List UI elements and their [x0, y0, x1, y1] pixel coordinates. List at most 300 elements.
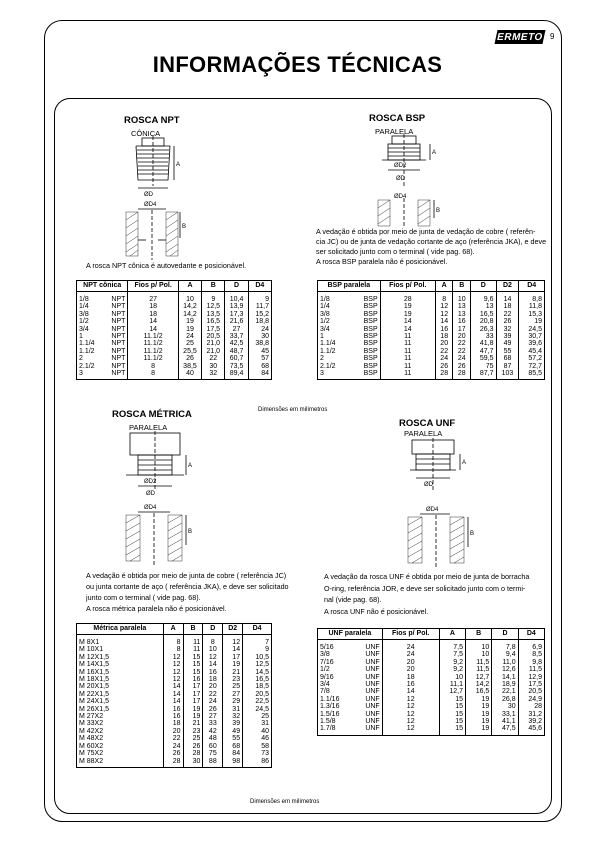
bsp-dim-d2: ØD2	[394, 163, 407, 169]
table-cell: 2	[318, 355, 351, 362]
table-cell: 68	[223, 743, 243, 750]
table-cell: 6,9	[518, 640, 544, 652]
table-cell: 59,5	[471, 355, 497, 362]
table-cell: 1.5/16	[318, 711, 354, 718]
table-cell: 16,5	[471, 311, 497, 318]
table-cell: NPT	[103, 363, 128, 370]
table-cell: 1	[318, 333, 351, 340]
unf-header-cell: D	[492, 629, 518, 640]
table-cell: 24	[248, 326, 271, 333]
table-cell: 9,6	[471, 292, 497, 304]
metrica-table-body	[77, 635, 272, 768]
table-cell: 1/8	[318, 292, 351, 304]
table-row	[318, 303, 545, 310]
table-cell: 19	[466, 725, 492, 735]
table-row	[77, 318, 272, 325]
table-cell: 24	[382, 640, 439, 652]
table-cell: 2.1/2	[77, 363, 104, 370]
table-cell: 27	[203, 713, 223, 720]
table-cell: BSP	[350, 326, 380, 333]
table-cell: 30,7	[519, 333, 545, 340]
table-cell: 19	[466, 718, 492, 725]
table-cell: 7,8	[492, 640, 518, 652]
table-cell: 89,4	[225, 370, 248, 380]
table-cell: 20	[203, 683, 223, 690]
table-cell: 19	[178, 326, 201, 333]
table-cell: 88	[203, 758, 223, 768]
metrica-dim-d: ØD	[146, 491, 155, 497]
table-row	[318, 370, 545, 380]
table-cell: 28	[435, 370, 453, 380]
table-cell: 17	[223, 654, 243, 661]
unf-note-line: O-ring, referência JOR, e deve ser solicitado junto com o termi-	[324, 583, 526, 593]
metrica-title: ROSCA MÉTRICA	[112, 409, 192, 420]
table-cell: 27	[128, 292, 178, 304]
npt-note: A rosca NPT cônica é autovedante e posicionável.	[86, 261, 247, 270]
table-cell: 39	[223, 720, 243, 727]
metrica-table	[76, 623, 272, 768]
table-cell: UNF	[354, 711, 383, 718]
table-cell: 15	[439, 725, 465, 735]
table-row	[77, 661, 272, 668]
table-cell: M 12X1,5	[77, 654, 164, 661]
table-cell: 84	[248, 370, 271, 380]
metrica-header-cell: A	[163, 624, 183, 635]
table-cell: 11	[380, 355, 435, 362]
table-cell: 33	[471, 333, 497, 340]
table-cell: 12	[382, 718, 439, 725]
table-cell: 1/8	[77, 292, 104, 304]
table-cell: 33	[203, 720, 223, 727]
table-cell: 58	[243, 743, 272, 750]
metrica-note-line: junto com o terminal ( vide pag. 68).	[86, 593, 201, 602]
table-cell: 11.1/2	[128, 355, 178, 362]
table-cell: 18,5	[243, 683, 272, 690]
table-cell: 3	[318, 370, 351, 380]
bsp-note-line: A vedação é obtida por meio de junta de vedação de cobre ( referên-	[316, 227, 536, 236]
table-cell: 10	[466, 640, 492, 652]
table-cell: 18	[435, 333, 453, 340]
table-cell: 13,9	[225, 303, 248, 310]
table-cell: 24,5	[519, 326, 545, 333]
table-cell: 30	[202, 363, 225, 370]
table-cell: M 22X1,5	[77, 691, 164, 698]
table-cell: 22,5	[243, 698, 272, 705]
table-cell: 18	[203, 676, 223, 683]
table-row	[318, 640, 545, 652]
table-cell: M 10X1	[77, 646, 164, 653]
table-cell: 39,2	[518, 718, 544, 725]
table-cell: 9/16	[318, 674, 354, 681]
table-cell: 55	[496, 348, 519, 355]
table-row	[77, 698, 272, 705]
table-row	[318, 696, 545, 703]
table-cell: UNF	[354, 666, 383, 673]
table-cell: 22,1	[492, 688, 518, 695]
npt-port-drawing	[118, 200, 188, 262]
table-cell: 85,5	[519, 370, 545, 380]
table-cell: 17,3	[225, 311, 248, 318]
table-cell: 33,7	[225, 333, 248, 340]
bsp-table-body	[318, 292, 545, 380]
table-cell: 19	[380, 303, 435, 310]
table-cell: BSP	[350, 348, 380, 355]
table-cell: 9	[202, 292, 225, 304]
metrica-header-cell: Métrica paralela	[77, 624, 164, 635]
table-cell: 25	[223, 683, 243, 690]
table-cell: 12	[163, 676, 183, 683]
metrica-dim-b: B	[188, 529, 193, 535]
table-cell: 103	[496, 370, 519, 380]
metrica-port-drawing	[120, 503, 200, 567]
table-cell: 1.1/2	[77, 348, 104, 355]
bsp-fitting-drawing	[372, 136, 442, 192]
table-cell: 1.5/8	[318, 718, 354, 725]
table-cell: 48	[203, 735, 223, 742]
table-cell: 7	[243, 635, 272, 647]
table-cell: 28	[453, 370, 471, 380]
table-row	[77, 676, 272, 683]
table-cell: 72,7	[519, 363, 545, 370]
table-row	[318, 340, 545, 347]
table-cell: 20	[382, 659, 439, 666]
table-cell: 19	[183, 713, 203, 720]
table-cell: NPT	[103, 292, 128, 304]
table-cell: 49	[496, 340, 519, 347]
table-cell: 11,7	[248, 303, 271, 310]
table-row	[318, 725, 545, 735]
table-row	[77, 646, 272, 653]
table-cell: 16	[163, 706, 183, 713]
table-cell: BSP	[350, 370, 380, 380]
table-cell: 24	[178, 333, 201, 340]
unf-note-line: A rosca UNF não é posicionável.	[324, 606, 429, 616]
unf-title: ROSCA UNF	[399, 418, 456, 429]
table-cell: 16	[453, 318, 471, 325]
table-cell: UNF	[354, 674, 383, 681]
metrica-header-cell: D2	[223, 624, 243, 635]
table-row	[77, 326, 272, 333]
table-cell: BSP	[350, 292, 380, 304]
table-cell: 45	[248, 348, 271, 355]
table-cell: 14	[223, 646, 243, 653]
table-cell: 33,1	[492, 711, 518, 718]
unf-header-cell: A	[439, 629, 465, 640]
table-cell: 12	[382, 696, 439, 703]
table-cell: 2	[77, 355, 104, 362]
table-cell: M 88X2	[77, 758, 164, 768]
table-cell: 12	[382, 725, 439, 735]
table-cell: 17	[183, 691, 203, 698]
unf-dim-d: ØD	[424, 482, 433, 488]
table-cell: 2.1/2	[318, 363, 351, 370]
table-cell: 1/4	[318, 303, 351, 310]
table-cell: 41,8	[471, 340, 497, 347]
unf-subtitle: PARALELA	[404, 429, 443, 438]
table-row	[318, 659, 545, 666]
table-cell: 1/2	[318, 318, 351, 325]
table-cell: 18	[382, 674, 439, 681]
table-cell: BSP	[350, 340, 380, 347]
table-cell: 20,5	[202, 333, 225, 340]
table-cell: 18	[496, 303, 519, 310]
table-cell: 23	[183, 728, 203, 735]
table-cell: 42	[203, 728, 223, 735]
table-cell: 12,7	[439, 688, 465, 695]
table-cell: 19	[380, 311, 435, 318]
table-cell: 15	[183, 654, 203, 661]
unf-note-line: nal (vide pag. 68).	[324, 595, 382, 604]
metrica-header-cell: D4	[243, 624, 272, 635]
table-cell: 8,5	[518, 651, 544, 658]
table-cell: 12,9	[518, 674, 544, 681]
npt-table-body	[77, 292, 272, 380]
table-cell: UNF	[354, 718, 383, 725]
table-cell: 14	[163, 691, 183, 698]
bsp-header-cell: B	[453, 281, 471, 292]
table-cell: 21,0	[202, 340, 225, 347]
table-row	[318, 718, 545, 725]
table-cell: 10,5	[243, 654, 272, 661]
table-cell: 39	[496, 333, 519, 340]
table-cell: NPT	[103, 355, 128, 362]
table-cell: 16,5	[202, 318, 225, 325]
table-cell: 11	[380, 363, 435, 370]
table-row	[77, 370, 272, 380]
bsp-dim-d: ØD	[396, 176, 405, 182]
table-cell: 12	[163, 654, 183, 661]
table-cell: 14	[380, 318, 435, 325]
table-cell: 26	[163, 750, 183, 757]
table-cell: 28	[183, 750, 203, 757]
npt-dim-a: A	[176, 162, 181, 168]
table-cell: 10	[453, 292, 471, 304]
table-cell: M 48X2	[77, 735, 164, 742]
table-row	[77, 706, 272, 713]
table-cell: 14	[382, 688, 439, 695]
table-cell: 12	[435, 311, 453, 318]
table-cell: 12	[203, 654, 223, 661]
bsp-header-cell: D2	[496, 281, 519, 292]
table-cell: 20	[435, 340, 453, 347]
table-row	[77, 691, 272, 698]
table-cell: 12	[223, 635, 243, 647]
npt-fitting-drawing	[120, 138, 190, 198]
table-cell: UNF	[354, 725, 383, 735]
table-cell: 87	[496, 363, 519, 370]
table-row	[77, 311, 272, 318]
table-cell: 20	[453, 333, 471, 340]
table-cell: 9,4	[492, 651, 518, 658]
table-cell: 57,2	[519, 355, 545, 362]
table-cell: NPT	[103, 333, 128, 340]
table-cell: 7/16	[318, 659, 354, 666]
table-cell: 11,0	[492, 659, 518, 666]
table-cell: 19	[183, 706, 203, 713]
table-row	[318, 355, 545, 362]
table-cell: 60	[203, 743, 223, 750]
table-cell: 18	[128, 303, 178, 310]
bsp-header-cell: D	[471, 281, 497, 292]
table-row	[318, 651, 545, 658]
table-cell: 40	[178, 370, 201, 380]
npt-header-cell: NPT cônica	[77, 281, 128, 292]
table-cell: M 33X2	[77, 720, 164, 727]
table-cell: 22	[453, 348, 471, 355]
table-cell: 15	[183, 669, 203, 676]
table-cell: 40	[243, 728, 272, 735]
table-cell: 11,5	[466, 659, 492, 666]
table-cell: 29	[223, 698, 243, 705]
table-cell: 14	[163, 683, 183, 690]
unf-table-body	[318, 640, 545, 736]
table-cell: 41,1	[492, 718, 518, 725]
page-title: INFORMAÇÕES TÉCNICAS	[152, 52, 443, 77]
table-row	[77, 292, 272, 304]
metrica-header-cell: D	[203, 624, 223, 635]
table-cell: 22	[203, 691, 223, 698]
table-cell: 87,7	[471, 370, 497, 380]
table-row	[77, 669, 272, 676]
table-cell: 18	[163, 720, 183, 727]
table-cell: 30	[492, 703, 518, 710]
table-cell: 8	[435, 292, 453, 304]
bsp-subtitle: PARALELA	[375, 127, 414, 136]
table-cell: UNF	[354, 659, 383, 666]
table-cell: 46	[243, 735, 272, 742]
bsp-header-cell: A	[435, 281, 453, 292]
metrica-fitting-drawing	[118, 433, 200, 503]
table-cell: 24,9	[518, 696, 544, 703]
table-cell: 1.1/2	[318, 348, 351, 355]
table-cell: 7,5	[439, 651, 465, 658]
table-cell: 20	[382, 666, 439, 673]
table-cell: 12,5	[243, 661, 272, 668]
table-cell: 14	[128, 326, 178, 333]
npt-dim-b: B	[182, 224, 187, 230]
bsp-header-cell: BSP paralela	[318, 281, 381, 292]
table-cell: 22	[496, 311, 519, 318]
table-cell: 18,9	[492, 681, 518, 688]
table-cell: 12	[163, 661, 183, 668]
table-cell: 45,6	[518, 725, 544, 735]
table-row	[77, 363, 272, 370]
table-cell: 20	[163, 728, 183, 735]
table-cell: 14	[203, 661, 223, 668]
table-cell: 26	[178, 355, 201, 362]
table-cell: BSP	[350, 303, 380, 310]
table-cell: 24	[382, 651, 439, 658]
npt-subtitle: CÔNICA	[131, 129, 161, 138]
table-cell: 16	[435, 326, 453, 333]
table-cell: 1/2	[77, 318, 104, 325]
table-row	[318, 711, 545, 718]
table-cell: 14	[496, 292, 519, 304]
table-cell: NPT	[103, 303, 128, 310]
table-cell: 26	[453, 363, 471, 370]
table-row	[77, 728, 272, 735]
table-row	[318, 326, 545, 333]
metrica-header-cell: B	[183, 624, 203, 635]
table-cell: 8	[163, 646, 183, 653]
table-cell: UNF	[354, 681, 383, 688]
table-cell: 14	[128, 318, 178, 325]
table-cell: 3	[77, 370, 104, 380]
table-cell: 73	[243, 750, 272, 757]
table-cell: 30	[248, 333, 271, 340]
table-cell: 60,7	[225, 355, 248, 362]
table-cell: 15	[439, 711, 465, 718]
unf-note-line: A vedação da rosca UNF é obtida por meio de junta de borracha	[324, 572, 530, 581]
table-cell: M 75X2	[77, 750, 164, 757]
table-cell: UNF	[354, 703, 383, 710]
table-row	[318, 348, 545, 355]
table-row	[318, 311, 545, 318]
table-cell: 19	[466, 703, 492, 710]
table-cell: BSP	[350, 318, 380, 325]
table-cell: 39,6	[519, 340, 545, 347]
table-cell: NPT	[103, 318, 128, 325]
table-cell: 13	[453, 311, 471, 318]
table-cell: NPT	[103, 326, 128, 333]
table-cell: 22	[453, 340, 471, 347]
table-cell: 24	[203, 698, 223, 705]
npt-header-cell: D	[225, 281, 248, 292]
table-cell: 12,6	[492, 666, 518, 673]
table-cell: 16,5	[466, 688, 492, 695]
table-cell: 9,2	[439, 666, 465, 673]
table-row	[77, 303, 272, 310]
table-cell: 19	[466, 696, 492, 703]
table-cell: BSP	[350, 311, 380, 318]
table-cell: 17	[183, 683, 203, 690]
table-cell: 55	[223, 735, 243, 742]
table-cell: M 26X1,5	[77, 706, 164, 713]
table-cell: 31	[243, 720, 272, 727]
table-cell: 8,8	[519, 292, 545, 304]
table-cell: 21,0	[202, 348, 225, 355]
table-row	[77, 758, 272, 768]
npt-dim-d4: ØD4	[144, 202, 157, 208]
table-cell: BSP	[350, 355, 380, 362]
table-cell: 12,5	[202, 303, 225, 310]
table-cell: 9	[243, 646, 272, 653]
table-cell: 15	[439, 696, 465, 703]
table-cell: 9,8	[518, 659, 544, 666]
table-cell: M 14X1,5	[77, 661, 164, 668]
bsp-note-line: ser solicitado junto com o terminal ( vide pag. 68).	[316, 247, 475, 256]
table-cell: 14	[163, 698, 183, 705]
table-cell: 98	[223, 758, 243, 768]
table-cell: 11.1/2	[128, 340, 178, 347]
table-row	[318, 363, 545, 370]
table-cell: 26	[183, 743, 203, 750]
table-cell: 28	[518, 703, 544, 710]
table-cell: UNF	[354, 688, 383, 695]
table-cell: 8	[128, 370, 178, 380]
bsp-header-cell: D4	[519, 281, 545, 292]
table-cell: M 24X1,5	[77, 698, 164, 705]
table-cell: 16	[382, 681, 439, 688]
brand-text: ERMETO	[496, 31, 544, 43]
table-cell: 14,2	[466, 681, 492, 688]
table-cell: 25,5	[178, 348, 201, 355]
table-cell: 24	[435, 355, 453, 362]
table-cell: 22	[202, 355, 225, 362]
table-cell: M 20X1,5	[77, 683, 164, 690]
table-row	[318, 681, 545, 688]
table-row	[318, 666, 545, 673]
